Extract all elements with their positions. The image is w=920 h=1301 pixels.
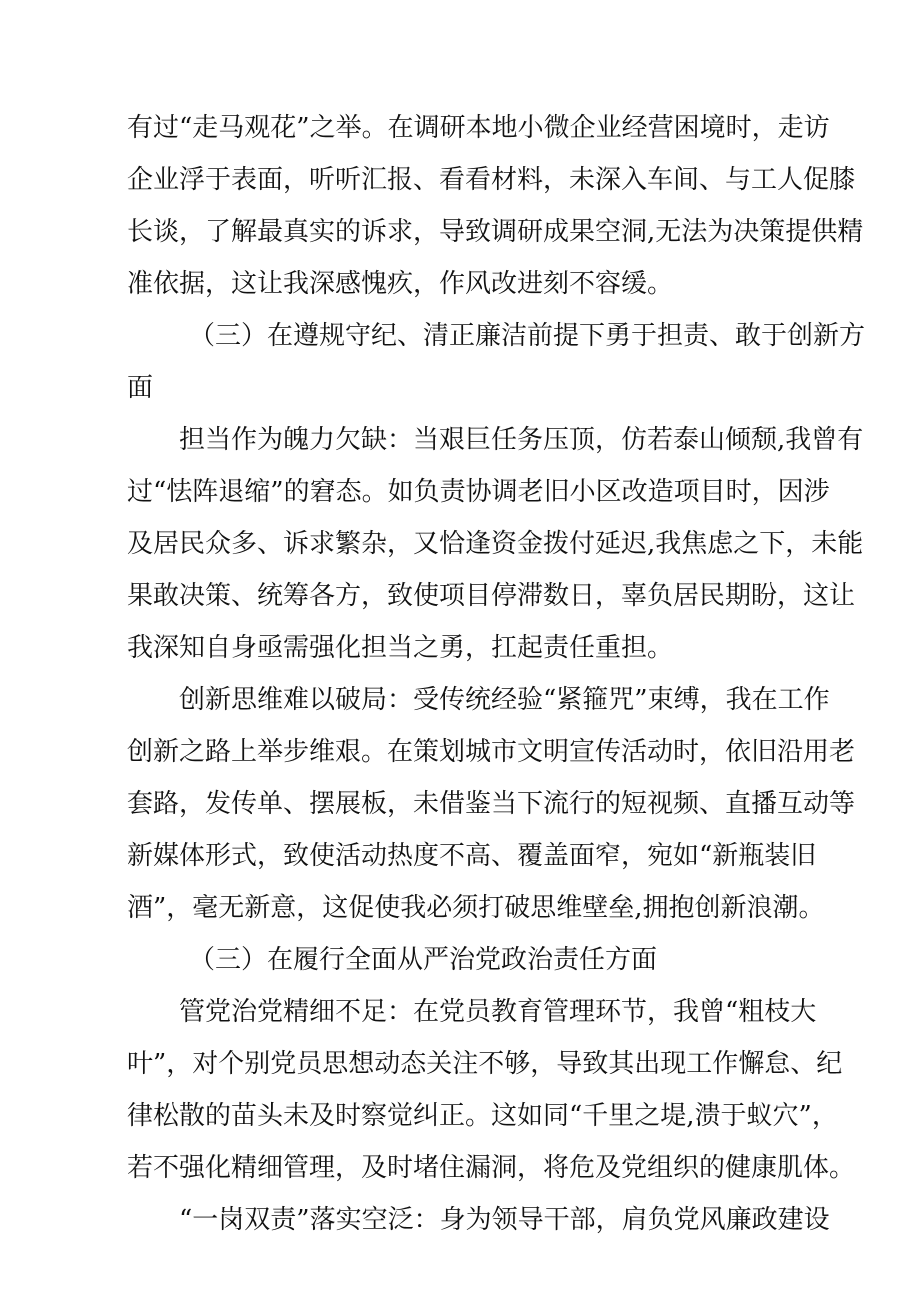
text-line: 酒”，毫无新意，这促使我必须打破思维壁垒,拥抱创新浪潮。 — [127, 893, 825, 923]
text-line: 套路，发传单、摆展板，未借鉴当下流行的短视频、直播互动等 — [127, 789, 856, 819]
text-line: 我深知自身亟需强化担当之勇，扛起责任重担。 — [127, 633, 674, 663]
text-line: 果敢决策、统筹各方，致使项目停滞数日，辜负居民期盼，这让 — [127, 581, 856, 611]
text-line: 企业浮于表面，听听汇报、看看材料，未深入车间、与工人促膝 — [127, 165, 856, 195]
text-line: 长谈，了解最真实的诉求，导致调研成果空洞,无法为决策提供精 — [127, 217, 864, 247]
section-heading-line: （三）在履行全面从严治党政治责任方面 — [189, 945, 658, 975]
section-heading-line: 面 — [127, 373, 154, 403]
text-line: 创新之路上举步维艰。在策划城市文明宣传活动时，依旧沿用老 — [127, 737, 856, 767]
document-body — [127, 102, 866, 1246]
paragraph-first-line: “一岗双责”落实空泛：身为领导干部，肩负党风廉政建设 — [179, 1205, 830, 1235]
text-line: 过“怯阵退缩”的窘态。如负责协调老旧小区改造项目时，因涉 — [127, 477, 830, 507]
text-line: 准依据，这让我深感愧疚，作风改进刻不容缓。 — [127, 269, 674, 299]
section-heading-line: （三）在遵规守纪、清正廉洁前提下勇于担责、敢于创新方 — [189, 321, 866, 351]
paragraph-first-line: 担当作为魄力欠缺：当艰巨任务压顶，仿若泰山倾颓,我曾有 — [179, 425, 864, 455]
text-line: 若不强化精细管理，及时堵住漏洞，将危及党组织的健康肌体。 — [127, 1153, 856, 1183]
text-line: 律松散的苗头未及时察觉纠正。这如同“千里之堤,溃于蚁穴”， — [127, 1101, 838, 1131]
text-line: 新媒体形式，致使活动热度不高、覆盖面窄，宛如“新瓶装旧 — [127, 841, 817, 871]
paragraph-first-line: 管党治党精细不足：在党员教育管理环节，我曾“粗枝大 — [179, 997, 817, 1027]
text-line: 及居民众多、诉求繁杂，又恰逢资金拨付延迟,我焦虑之下，未能 — [127, 529, 864, 559]
text-line: 叶”，对个别党员思想动态关注不够，导致其出现工作懈怠、纪 — [127, 1049, 843, 1079]
text-line: 有过“走马观花”之举。在调研本地小微企业经营困境时，走访 — [127, 113, 830, 143]
paragraph-first-line: 创新思维难以破局：受传统经验“紧箍咒”束缚，我在工作 — [179, 685, 830, 715]
